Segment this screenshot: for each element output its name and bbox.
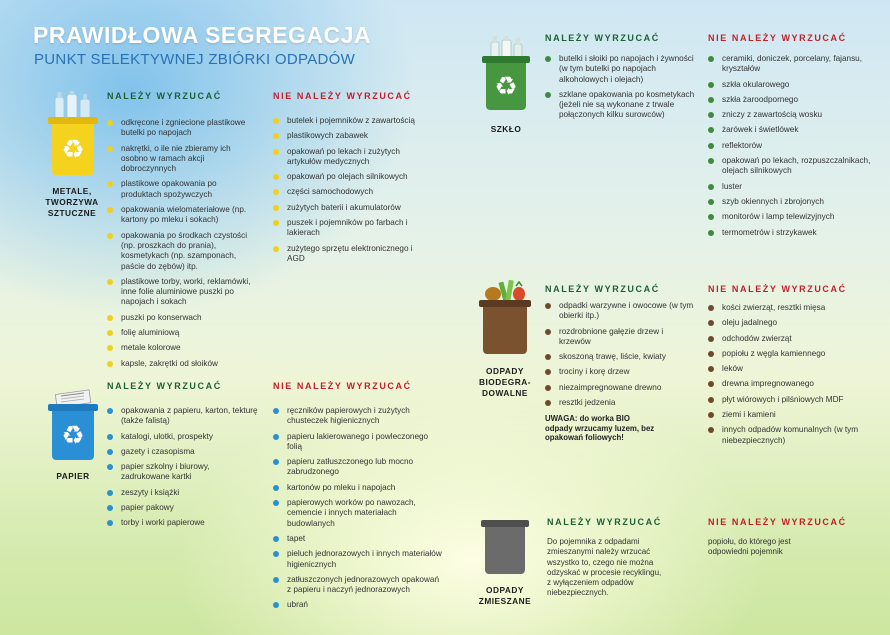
list-item: trociny i korę drzew	[545, 367, 697, 377]
metale-bad-list	[273, 116, 423, 269]
list-item: luster	[708, 182, 876, 192]
bio-label: ODPADY BIODEGRA- DOWALNE	[479, 366, 531, 398]
list-item: butelki i słoiki po napojach i żywności (w tym butelki po napojach alkoholowych i olejach)	[545, 54, 695, 85]
bottles-icon	[52, 91, 94, 119]
zmieszane-good-heading: NALEŻY WYRZUCAĆ	[547, 517, 662, 527]
szklo-good-heading: NALEŻY WYRZUCAĆ	[545, 33, 660, 43]
list-item: szklane opakowania po kosmetykach (jeżeli nie są wykonane z trwale połączonych kilku surowców)	[545, 90, 695, 121]
list-item: rozdrobnione gałęzie drzew i krzewów	[545, 327, 697, 348]
papier-good-list	[107, 406, 259, 534]
vegetables-icon	[483, 280, 527, 302]
zmieszane-bad-text: popiołu, do którego jest odpowiedni pojemnik	[708, 537, 791, 557]
list-item: niezaimpregnowane drewno	[545, 383, 697, 393]
list-item: szkła okularowego	[708, 80, 876, 90]
list-item: folię aluminiową	[107, 328, 255, 338]
papier-label: PAPIER	[56, 471, 90, 481]
list-item: żarówek i świetlówek	[708, 125, 876, 135]
list-item: torby i worki papierowe	[107, 518, 259, 528]
list-item: odchodów zwierząt	[708, 334, 876, 344]
list-item: ubrań	[273, 600, 443, 610]
list-item: papieru zatłuszczonego lub mocno zabrudzonego	[273, 457, 443, 478]
list-item: opakowań po lekach i zużytych artykułów medycznych	[273, 147, 423, 168]
list-item: opakowań po lekach, rozpuszczalnikach, olejach silnikowych	[708, 156, 876, 177]
list-item: opakowania z papieru, karton, tekturę (także falistą)	[107, 406, 259, 427]
list-item: pieluch jednorazowych i innych materiałów higienicznych	[273, 549, 443, 570]
list-item: resztki jedzenia	[545, 398, 697, 408]
list-item: opakowania po środkach czystości (np. proszkach do prania), kosmetykach (np. szamponach, paście do zębów) itp.	[107, 231, 255, 272]
recycle-icon: ♻	[494, 71, 518, 102]
list-item: plastikowych zabawek	[273, 131, 423, 141]
list-item: katalogi, ulotki, prospekty	[107, 432, 259, 442]
papier-bad-list	[273, 406, 443, 616]
recycle-icon: ♻	[61, 134, 85, 165]
list-item: papierowych worków po nawozach, cemencie i innych materiałach budowlanych	[273, 498, 443, 529]
list-item: opakowania wielomateriałowe (np. kartony po mleku i sokach)	[107, 205, 255, 226]
list-item: odkręcone i zgniecione plastikowe butelki po napojach	[107, 118, 255, 139]
list-item: ręczników papierowych i zużytych chusteczek higienicznych	[273, 406, 443, 427]
list-item: plastikowe torby, worki, reklamówki, inne folie aluminiowe puszki po napojach i sokach	[107, 277, 255, 308]
metale-good-list	[107, 118, 255, 374]
szklo-label: SZKŁO	[490, 124, 522, 134]
metale-bad-heading: NIE NALEŻY WYRZUCAĆ	[273, 91, 412, 101]
list-item: monitorów i lamp telewizyjnych	[708, 212, 876, 222]
list-item: innych odpadów komunalnych (w tym niebezpiecznych)	[708, 425, 876, 446]
list-item: leków	[708, 364, 876, 374]
list-item: odpadki warzywne i owocowe (w tym obierki itp.)	[545, 301, 697, 322]
list-item: kapsle, zakrętki od słoików	[107, 359, 255, 369]
list-item: szkła żaroodpornego	[708, 95, 876, 105]
list-item: papier pakowy	[107, 503, 259, 513]
bio-bad-heading: NIE NALEŻY WYRZUCAĆ	[708, 284, 847, 294]
list-item: płyt wiórowych i pilśniowych MDF	[708, 395, 876, 405]
zmieszane-label: ODPADY ZMIESZANE	[478, 585, 532, 606]
recycle-icon: ♻	[61, 420, 85, 451]
metale-label: METALE, TWORZYWA SZTUCZNE	[45, 186, 99, 218]
list-item: butelek i pojemników z zawartością	[273, 116, 423, 126]
list-item: części samochodowych	[273, 187, 423, 197]
list-item: zużytego sprzętu elektronicznego i AGD	[273, 244, 423, 265]
list-item: kartonów po mleku i napojach	[273, 483, 443, 493]
zmieszane-bad-heading: NIE NALEŻY WYRZUCAĆ	[708, 517, 847, 527]
papier-good-heading: NALEŻY WYRZUCAĆ	[107, 381, 222, 391]
list-item: szyb okiennych i zbrojonych	[708, 197, 876, 207]
page-title: PRAWIDŁOWA SEGREGACJA	[33, 22, 372, 48]
bio-good-heading: NALEŻY WYRZUCAĆ	[545, 284, 660, 294]
papier-bad-heading: NIE NALEŻY WYRZUCAĆ	[273, 381, 412, 391]
metale-good-heading: NALEŻY WYRZUCAĆ	[107, 91, 222, 101]
list-item: zużytych baterii i akumulatorów	[273, 203, 423, 213]
list-item: zeszyty i książki	[107, 488, 259, 498]
list-item: ziemi i kamieni	[708, 410, 876, 420]
list-item: kości zwierząt, resztki mięsa	[708, 303, 876, 313]
zmieszane-good-text: Do pojemnika z odpadami zmieszanymi należy wrzucać wszystko to, czego nie można odzyskać w procesie recyklingu, z wyłączeniem odpadów niebezpiecznych.	[547, 537, 662, 598]
green-bin-icon	[484, 56, 528, 114]
brown-bin-icon	[481, 300, 529, 358]
list-item: ceramiki, doniczek, porcelany, fajansu, kryształów	[708, 54, 876, 75]
list-item: reflektorów	[708, 141, 876, 151]
list-item: nakrętki, o ile nie zbieramy ich osobno w ramach akcji dobroczynnych	[107, 144, 255, 175]
list-item: zniczy z zawartością wosku	[708, 110, 876, 120]
szklo-good-list	[545, 54, 695, 126]
list-item: termometrów i strzykawek	[708, 228, 876, 238]
list-item: opakowań po olejach silnikowych	[273, 172, 423, 182]
list-item: plastikowe opakowania po produktach spożywczych	[107, 179, 255, 200]
szklo-bad-list	[708, 54, 876, 243]
list-item: popiołu z węgla kamiennego	[708, 349, 876, 359]
list-item: papieru lakierowanego i powleczonego folią	[273, 432, 443, 453]
list-item: puszek i pojemników po farbach i lakierach	[273, 218, 423, 239]
page-subtitle: PUNKT SELEKTYWNEJ ZBIÓRKI ODPADÓW	[34, 51, 356, 68]
list-item: puszki po konserwach	[107, 313, 255, 323]
list-item: skoszoną trawę, liście, kwiaty	[545, 352, 697, 362]
szklo-bad-heading: NIE NALEŻY WYRZUCAĆ	[708, 33, 847, 43]
list-item: oleju jadalnego	[708, 318, 876, 328]
gray-bin-icon	[483, 520, 527, 578]
list-item: zatłuszczonych jednorazowych opakowań z papieru i naczyń jednorazowych	[273, 575, 443, 596]
list-item: tapet	[273, 534, 443, 544]
yellow-bin-icon	[50, 117, 96, 179]
list-item: papier szkolny i biurowy, zadrukowane kartki	[107, 462, 259, 483]
bio-good-list	[545, 301, 697, 413]
bio-bad-list	[708, 303, 876, 451]
list-item: drewna impregnowanego	[708, 379, 876, 389]
list-item: gazety i czasopisma	[107, 447, 259, 457]
bio-warning: UWAGA: do worka BIO odpady wrzucamy luzem, bez opakowań foliowych!	[545, 414, 655, 442]
glass-bottles-icon	[487, 36, 525, 58]
blue-bin-icon	[50, 404, 96, 464]
list-item: metale kolorowe	[107, 343, 255, 353]
